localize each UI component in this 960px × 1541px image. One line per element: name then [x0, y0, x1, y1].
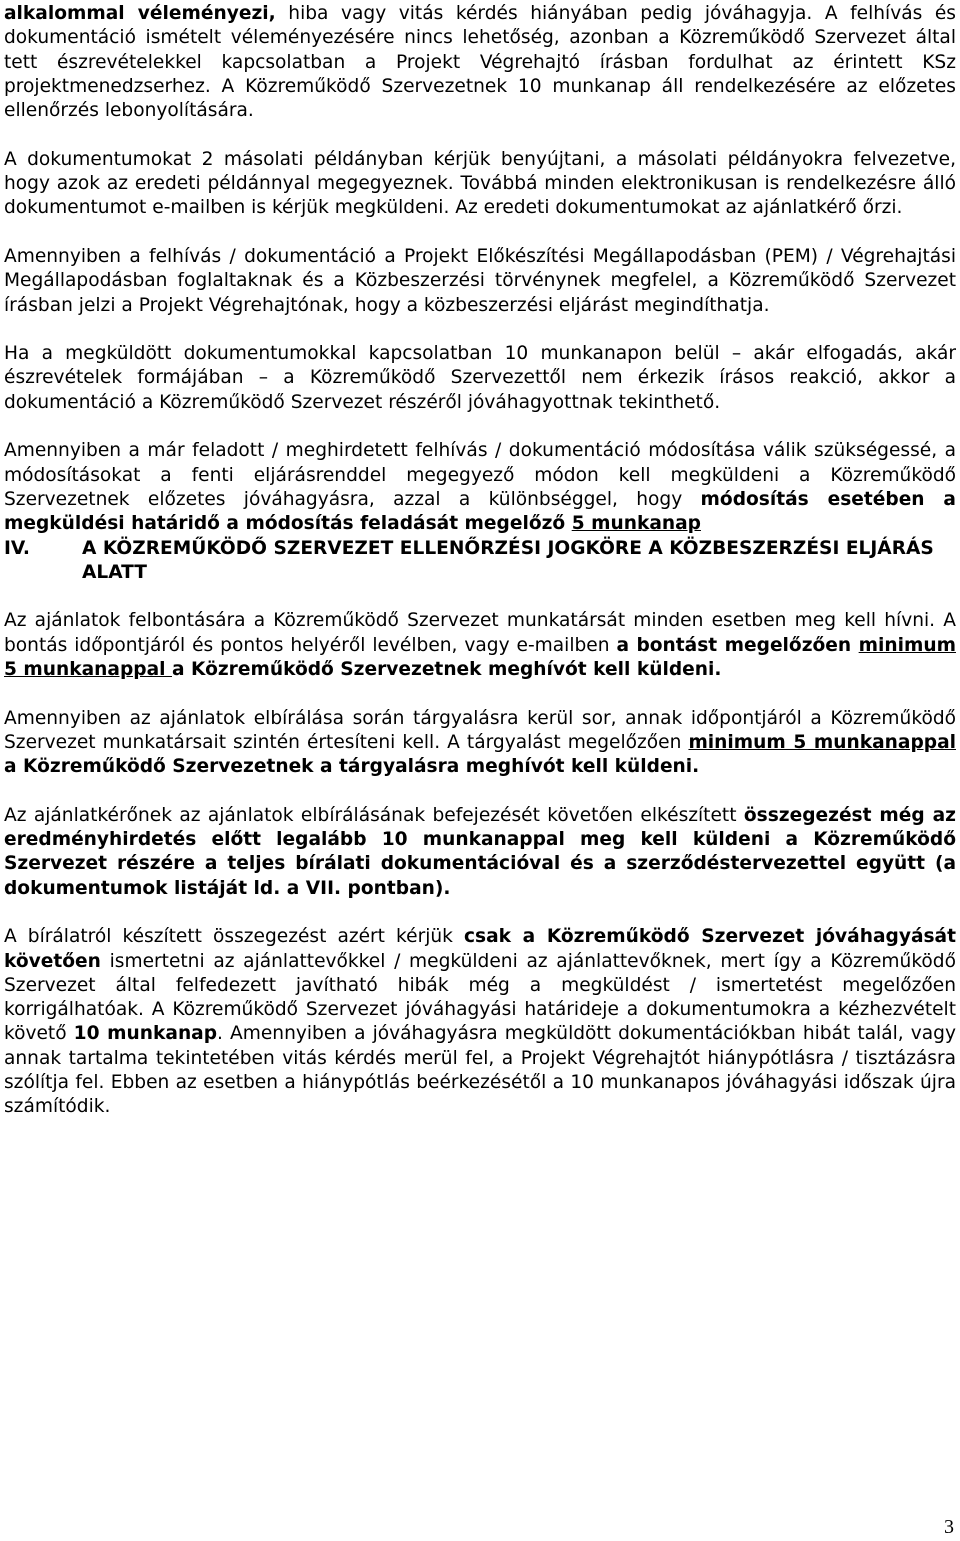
page-number: 3	[944, 1516, 954, 1538]
paragraph-modification	[4, 439, 956, 536]
text-run: . Amennyiben a jóváhagyásra megküldött dokumentációkban hibát talál, vagy annak tartalma tekintetében vitás kérdés merül fel, a Projekt Végrehajtót hiánypótlásra / tisztázásra szólítja fel. Ebben az esetben a hiánypótlás beérkezésétől a 10 munkanapos jóváhagyási időszak újra számítódik.	[4, 1023, 956, 1118]
text-run: minimum 5 munkanappal	[4, 634, 956, 681]
text-run: alkalommal véleményezi,	[4, 3, 276, 24]
text-run: Amennyiben a már feladott / meghirdetett felhívás / dokumentáció módosítása válik szükségessé, a módosításokat a fenti eljárásrenddel megegyező módon kell megküldeni a Közreműködő Szervezetnek előzetes jóváhagyásra, azzal a különbséggel, hogy	[4, 440, 956, 510]
section-number: IV.	[4, 537, 30, 559]
text-run: Az ajánlatkérőnek az ajánlatok elbírálásának befejezését követően elkészített	[4, 804, 744, 826]
text-run: A bírálatról készített összegezést azért kérjük	[4, 926, 465, 948]
text-run: 10 munkanap	[73, 1023, 218, 1045]
paragraph-tacit-approval	[4, 342, 956, 415]
text-run: csak a Közreműködő Szervezet jóváhagyását követően	[4, 926, 956, 972]
text-run: A dokumentumokat 2 másolati példányban kérjük benyújtani, a másolati példányokra felvezetve, hogy azok az eredeti példánnyal megegyeznek. Továbbá minden elektronikusan is rendelkezésre álló dokumentumot e-mailben is kérjük megküldeni. Az eredeti dokumentumokat az ajánlatkérő őrzi.	[4, 148, 956, 219]
text-run: ismertetni az ajánlattevőkkel / megküldeni az ajánlattevőknek, mert így a Közreműködő Szervezet által felfedezett javítható hibák még a megküldést / ismertetést megelőzően korrigálhatóak. A Közreműködő Szervezet jóváhagyási határideje a dokumentumokra a kézhezvételt követő	[4, 950, 956, 1045]
section-title: A KÖZREMŰKÖDŐ SZERVEZET ELLENŐRZÉSI JOGKÖRE A KÖZBESZERZÉSI ELJÁRÁS ALATT	[82, 537, 934, 583]
text-run: Amennyiben az ajánlatok elbírálása során tárgyalásra kerül sor, annak időpontjáról a Közreműködő Szervezet munkatársait szintén értesíteni kell. A tárgyalást megelőzően	[4, 707, 956, 753]
text-run: a bontást megelőzően	[616, 634, 859, 656]
text-run: Amennyiben a felhívás / dokumentáció a Projekt Előkészítési Megállapodásban (PEM) / Végrehajtási Megállapodásban foglaltaknak és a Közbeszerzési törvénynek megfelel, a Közreműködő Szervezet írásban jelzi a Projekt Végrehajtónak, hogy a közbeszerzési eljárást megindíthatja.	[4, 245, 956, 316]
paragraph-compliance	[4, 245, 956, 318]
paragraph-summary-submission	[4, 804, 956, 901]
paragraph-review-procedure	[4, 2, 956, 123]
text-run: 5 munkanap	[571, 513, 701, 535]
paragraph-approval-deadline	[4, 925, 956, 1119]
text-run: Ha a megküldött dokumentumokkal kapcsolatban 10 munkanapon belül – akár elfogadás, akár észrevételek formájában – a Közreműködő Szervezettől nem érkezik írásos reakció, akkor a dokumentáció a Közreműködő Szervezet részéről jóváhagyottnak tekinthető.	[4, 343, 956, 413]
paragraph-negotiation-invite	[4, 707, 956, 780]
text-run: minimum 5 munkanappal	[688, 731, 956, 753]
text-run: hiba vagy vitás kérdés hiányában pedig jóváhagyja. A felhívás és dokumentáció ismételt véleményezésére nincs lehetőség, azonban a Közreműködő Szervezet által tett észrevételekkel kapcsolatban a Projekt Végrehajtó írásban fordulhat az érintett KSz projektmenedzserhez. A Közreműködő Szervezetnek 10 munkanap áll rendelkezésére az előzetes ellenőrzés lebonyolítására.	[4, 3, 956, 122]
paragraph-opening-invite	[4, 609, 956, 682]
text-run: a Közreműködő Szervezetnek meghívót kell küldeni.	[171, 659, 722, 681]
document-page	[4, 0, 956, 1120]
section-heading	[4, 537, 956, 586]
text-run: összegezést még az eredményhirdetés előtt legalább 10 munkanappal meg kell küldeni a Közreműködő Szervezet részére a teljes bírálati dokumentációval és a szerződéstervezettel együtt (a dokumentumok listáját ld. a VII. pontban).	[4, 804, 956, 899]
paragraph-copies	[4, 148, 956, 221]
text-run: Az ajánlatok felbontására a Közreműködő Szervezet munkatársát minden esetben meg kell hívni. A bontás időpontjáról és pontos helyéről levélben, vagy e-mailben	[4, 610, 956, 656]
text-run: módosítás esetében a megküldési határidő a módosítás feladását megelőző	[4, 488, 956, 535]
text-run: a Közreműködő Szervezetnek a tárgyalásra meghívót kell küldeni.	[4, 756, 700, 778]
